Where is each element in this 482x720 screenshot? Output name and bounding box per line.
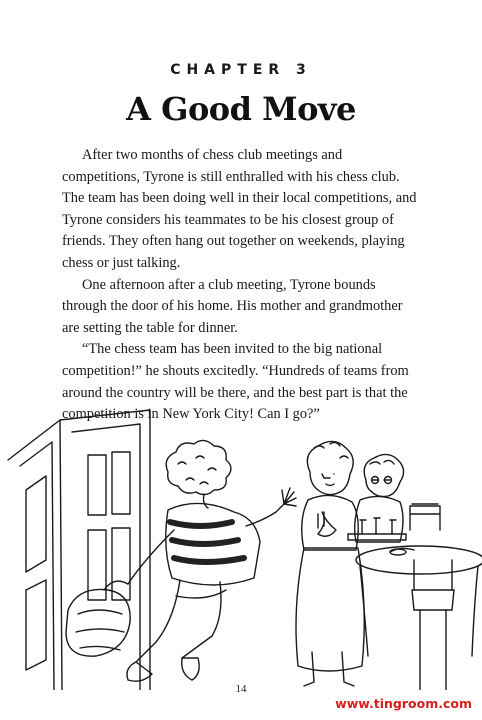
dining-table-illustration xyxy=(356,504,482,690)
chapter-title: A Good Move xyxy=(126,90,356,128)
boy-entering-home-illustration xyxy=(0,400,482,690)
chapter-label: CHAPTER 3 xyxy=(170,62,312,78)
paragraph: “The chess team has been invited to the big national competition!” he shouts excitedly. “Hundreds of teams from around the country will be there, and the best part is that the competition is in New York City! Can I go?” xyxy=(62,341,409,423)
mother-illustration xyxy=(296,441,364,686)
grandmother-illustration xyxy=(348,454,406,542)
body-text xyxy=(62,145,422,426)
paragraph: One afternoon after a club meeting, Tyrone bounds through the door of his home. His mother and grandmother are setting the table for dinner. xyxy=(62,276,403,336)
paragraph: After two months of chess club meetings and competitions, Tyrone is still enthralled with his chess club. The team has been doing well in their local competitions, and Tyrone considers his teammates to be his closest group of friends. They often hang out together on weekends, playing chess or just talking. xyxy=(62,147,417,271)
page-number: 14 xyxy=(235,683,247,695)
boy-illustration xyxy=(66,440,296,681)
door-illustration xyxy=(8,410,150,690)
watermark: www.tingroom.com xyxy=(335,696,472,711)
